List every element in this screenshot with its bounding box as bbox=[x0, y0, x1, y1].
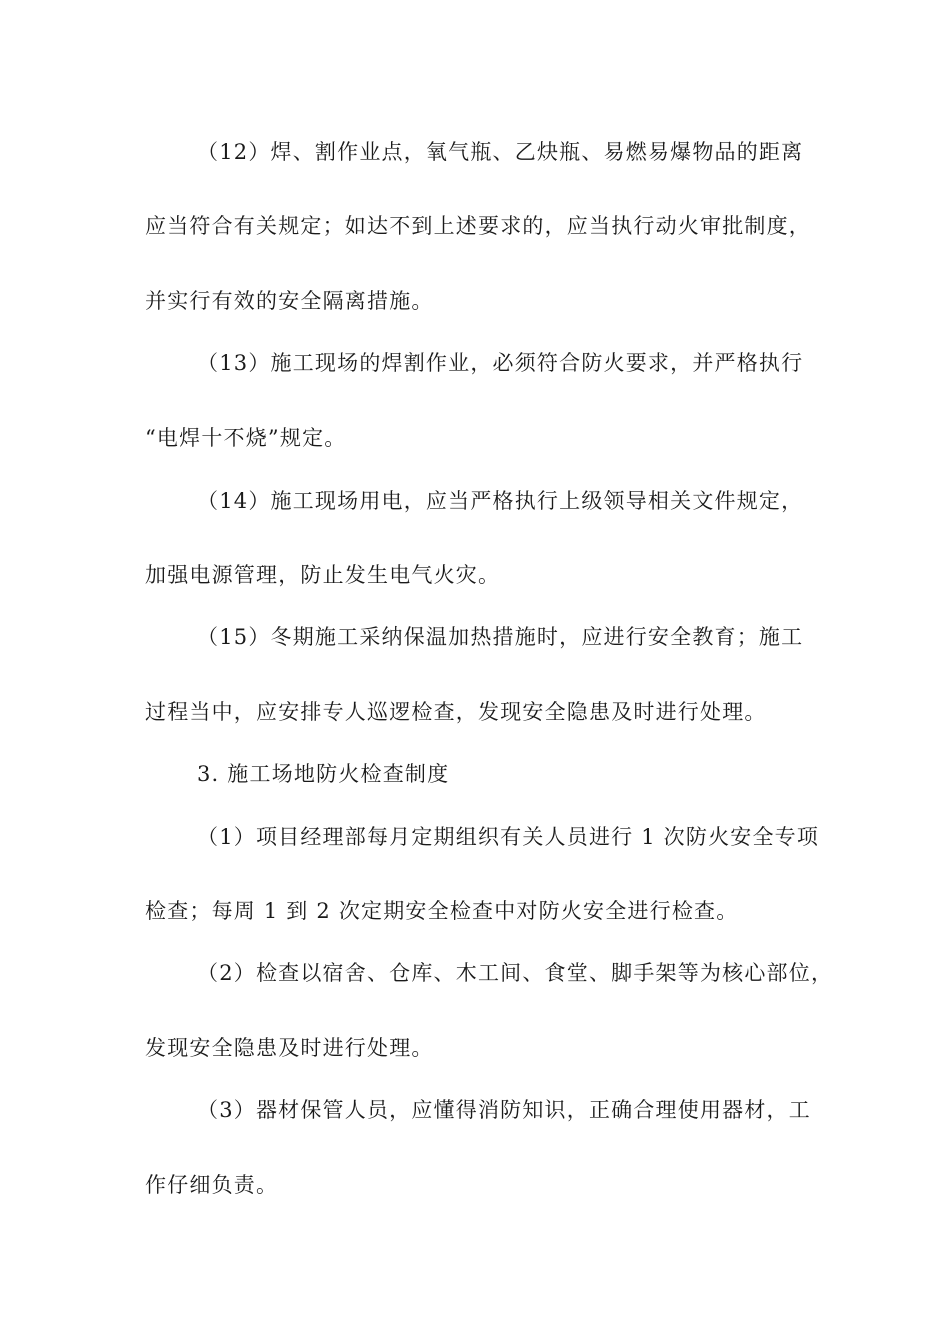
paragraph-14-line-1: （14）施工现场用电，应当严格执行上级领导相关文件规定， bbox=[197, 489, 804, 513]
paragraph-13-line-1: （13）施工现场的焊割作业，必须符合防火要求，并严格执行 bbox=[197, 351, 804, 375]
paragraph-15-line-2: 过程当中，应安排专人巡逻检查，发现安全隐患及时进行处理。 bbox=[145, 700, 767, 724]
paragraph-12-line-2: 应当符合有关规定；如达不到上述要求的，应当执行动火审批制度， bbox=[145, 214, 811, 238]
paragraph-13-line-2: “电焊十不烧”规定。 bbox=[145, 426, 347, 450]
item-2-line-2: 发现安全隐患及时进行处理。 bbox=[145, 1036, 434, 1060]
item-1-line-2: 检查；每周 1 到 2 次定期安全检查中对防火安全进行检查。 bbox=[145, 899, 739, 923]
section-heading-3: 3. 施工场地防火检查制度 bbox=[197, 762, 450, 786]
item-3-line-2: 作仔细负责。 bbox=[145, 1173, 279, 1197]
paragraph-12-line-3: 并实行有效的安全隔离措施。 bbox=[145, 289, 434, 313]
paragraph-15-line-1: （15）冬期施工采纳保温加热措施时，应进行安全教育；施工 bbox=[197, 625, 804, 649]
paragraph-12-line-1: （12）焊、割作业点，氧气瓶、乙炔瓶、易燃易爆物品的距离 bbox=[197, 140, 804, 164]
item-2-line-1: （2）检查以宿舍、仓库、木工间、食堂、脚手架等为核心部位， bbox=[197, 961, 834, 985]
item-3-line-1: （3）器材保管人员，应懂得消防知识，正确合理使用器材，工 bbox=[197, 1098, 811, 1122]
paragraph-14-line-2: 加强电源管理，防止发生电气火灾。 bbox=[145, 563, 501, 587]
item-1-line-1: （1）项目经理部每月定期组织有关人员进行 1 次防火安全专项 bbox=[197, 825, 820, 849]
